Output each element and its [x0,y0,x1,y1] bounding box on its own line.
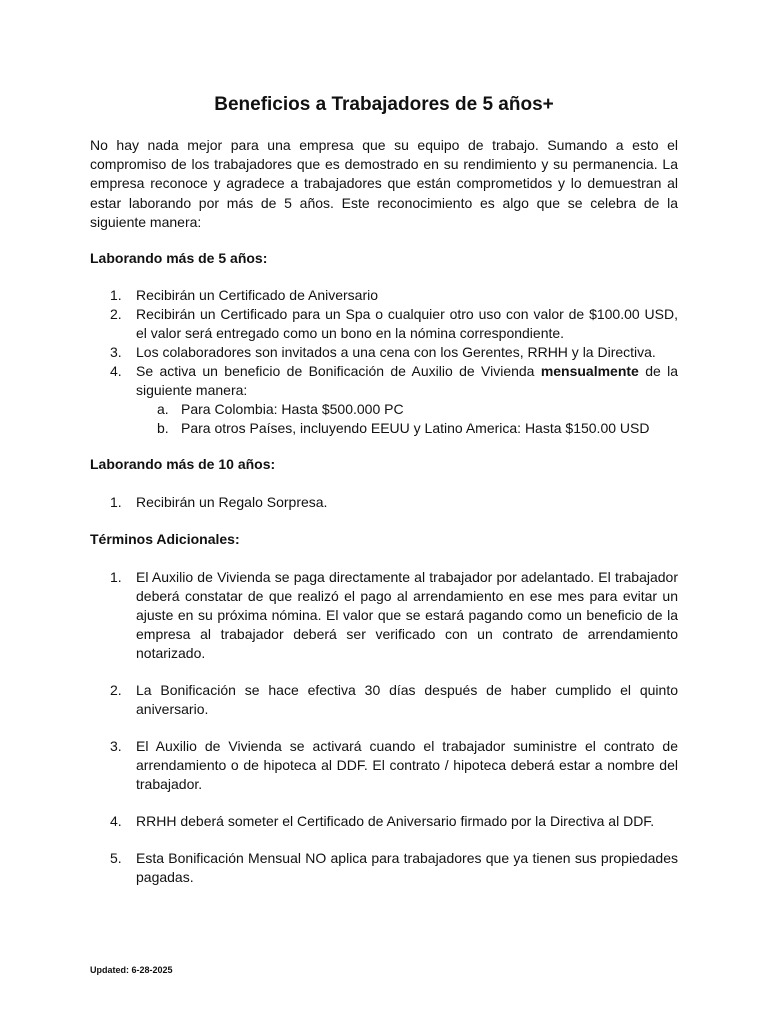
list-item-text: Recibirán un Certificado para un Spa o cualquier otro uso con valor de $100.00 USD, el valor será entregado como un bono en la nómina correspondiente. [136,306,678,341]
list-item-text-part: Se activa un beneficio de Bonificación de Auxilio de Vivienda [136,363,541,379]
sub-list-item [136,400,678,419]
section-10-list [90,493,678,512]
list-item-text [136,363,678,398]
list-item-number: 1. [110,569,122,585]
list-item [90,362,678,438]
list-item-text: La Bonificación se hace efectiva 30 días después de haber cumplido el quinto aniversario. [136,682,678,717]
list-item [90,737,678,794]
list-item-number: 2. [110,306,122,322]
list-item-text-part: de la siguiente manera: [136,363,679,398]
list-item-text: El Auxilio de Vivienda se activará cuando el trabajador suministre el contrato de arrendamiento o de hipoteca al DDF. El contrato / hipoteca deberá estar a nombre del trabajador. [136,738,678,792]
bold-emphasis: mensualmente [540,363,639,379]
list-item [90,305,678,343]
list-item-number: 3. [110,738,122,754]
list-item-number: 4. [110,363,122,379]
list-item [90,286,678,305]
list-item-text: Los colaboradores son invitados a una cena con los Gerentes, RRHH y la Directiva. [136,344,656,360]
section-5-list [90,286,678,438]
terms-list [90,568,678,905]
sub-list-item-text: Para Colombia: Hasta $500.000 PC [181,401,404,417]
list-item [90,568,678,663]
list-item-number: 1. [110,287,122,303]
section-10-heading: Laborando más de 10 años: [90,456,276,472]
list-item-text: RRHH deberá someter el Certificado de Aniversario firmado por la Directiva al DDF. [136,813,655,829]
list-item-number: 5. [110,850,122,866]
list-item [90,681,678,719]
list-item-number: 4. [110,813,122,829]
list-item-number: 1. [110,494,122,510]
sub-list-item-letter: b. [157,420,169,436]
list-item-text: Esta Bonificación Mensual NO aplica para trabajadores que ya tienen sus propiedades pagadas. [136,850,678,885]
list-item [90,343,678,362]
list-item [90,849,678,887]
list-item-text: Recibirán un Certificado de Aniversario [136,287,379,303]
terms-heading: Términos Adicionales: [90,531,240,547]
list-item-text: El Auxilio de Vivienda se paga directamente al trabajador por adelantado. El trabajador deberá constatar de que realizó el pago al arrendamiento en ese mes para evitar un ajuste en su próxima nómina. El valor que se estará pagando como un beneficio de la empresa al trabajador deberá ser verificado con un contrato de arrendamiento notarizado. [136,569,678,661]
list-item [90,812,678,831]
sub-list-item-letter: a. [157,401,169,417]
sub-list-item [136,419,678,438]
list-item-number: 2. [110,682,122,698]
sub-list [136,400,678,438]
intro-paragraph: No hay nada mejor para una empresa que su equipo de trabajo. Sumando a esto el compromiso de los trabajadores que es demostrado en su rendimiento y su permanencia. La empresa reconoce y agradece a trabajadores que están comprometidos y lo demuestran al estar laborando por más de 5 años. Este reconocimiento es algo que se celebra de la siguiente manera: [90,137,678,230]
list-item-text: Recibirán un Regalo Sorpresa. [136,494,328,510]
sub-list-item-text: Para otros Países, incluyendo EEUU y Latino America: Hasta $150.00 USD [181,420,650,436]
section-5-heading: Laborando más de 5 años: [90,250,268,266]
document-title: Beneficios a Trabajadores de 5 años+ [214,94,554,115]
list-item-number: 3. [110,344,122,360]
updated-footer: Updated: 6-28-2025 [90,965,173,975]
list-item [90,493,678,512]
